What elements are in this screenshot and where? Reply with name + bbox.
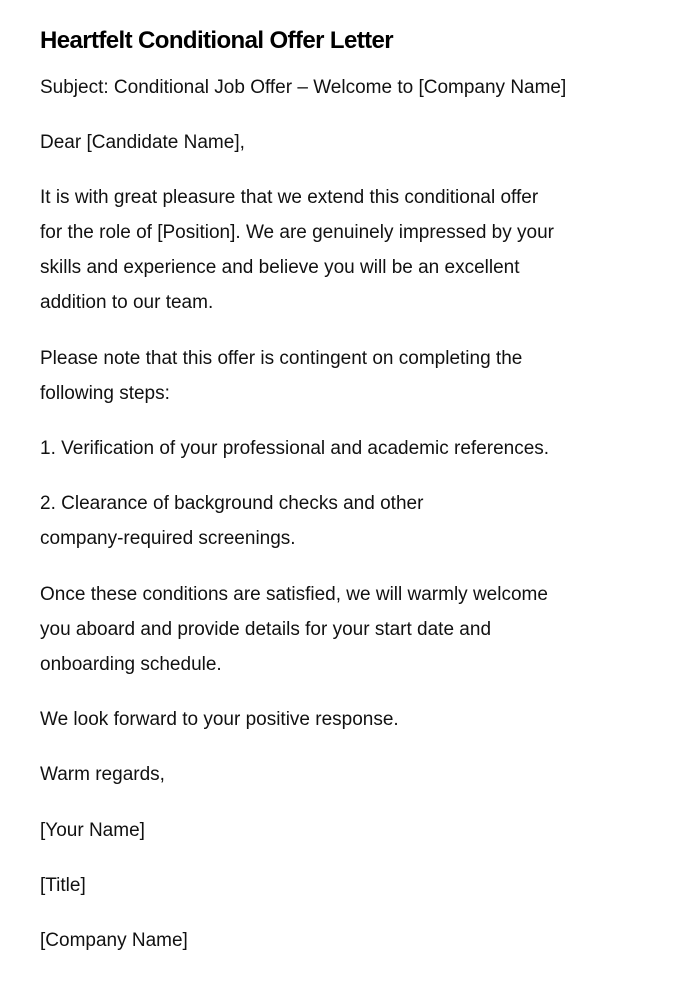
intro-line: It is with great pleasure that we extend this conditional offer <box>40 187 539 208</box>
closing-paragraph <box>40 577 548 682</box>
step-2-line: 2. Clearance of background checks and other <box>40 493 424 514</box>
intro-line: for the role of [Position]. We are genuinely impressed by your <box>40 222 554 243</box>
step-2-line: company-required screenings. <box>40 528 296 549</box>
subject-line: Subject: Conditional Job Offer – Welcome to [Company Name] <box>40 77 567 98</box>
sender-name: [Your Name] <box>40 820 145 841</box>
salutation: Dear [Candidate Name], <box>40 132 245 153</box>
closing-line: Once these conditions are satisfied, we will warmly welcome <box>40 584 548 605</box>
intro-paragraph <box>40 180 554 320</box>
sender-company: [Company Name] <box>40 930 188 951</box>
contingency-line: following steps: <box>40 383 170 404</box>
sign-off: Warm regards, <box>40 764 165 785</box>
step-2 <box>40 486 423 556</box>
closing-line: onboarding schedule. <box>40 654 222 675</box>
sender-title: [Title] <box>40 875 86 896</box>
contingency-paragraph <box>40 341 522 411</box>
contingency-line: Please note that this offer is contingent on completing the <box>40 348 523 369</box>
intro-line: addition to our team. <box>40 292 214 313</box>
step-1: 1. Verification of your professional and academic references. <box>40 438 550 459</box>
closing-line: you aboard and provide details for your start date and <box>40 619 492 640</box>
document-title: Heartfelt Conditional Offer Letter <box>40 27 393 54</box>
intro-line: skills and experience and believe you will be an excellent <box>40 257 520 278</box>
look-forward-line: We look forward to your positive response. <box>40 709 399 730</box>
